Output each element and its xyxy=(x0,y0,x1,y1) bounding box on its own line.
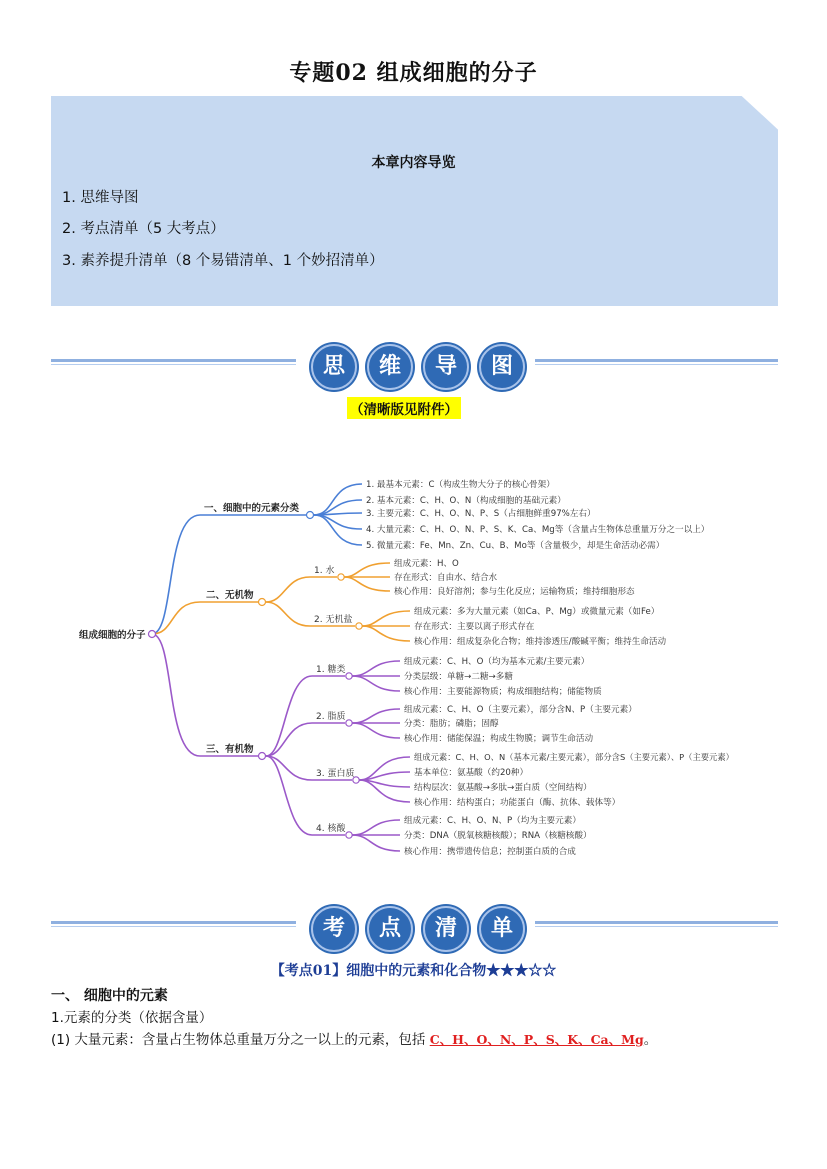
mindmap-leaf: 5. 微量元素：Fe、Mn、Zn、Cu、B、Mo等（含量极少，却是生命活动必需） xyxy=(366,541,665,551)
highlight-elements: C、H、O、N、P、S、K、Ca、Mg xyxy=(429,1032,644,1047)
mindmap-leaf: 组成元素：C、H、O（均为基本元素/主要元素） xyxy=(404,657,590,667)
mindmap-leaf: 存在形式：自由水、结合水 xyxy=(394,573,498,583)
mindmap-branch: 二、无机物 xyxy=(206,590,254,601)
guide-item: 1. 思维导图 xyxy=(62,190,139,206)
banner-char: 图 xyxy=(479,344,525,390)
guide-box xyxy=(51,96,778,306)
banner-line-right-inner xyxy=(535,364,778,365)
mindmap-leaf: 分类层级：单糖→二糖→多糖 xyxy=(404,672,513,682)
mindmap-leaf: 核心作用：主要能源物质；构成细胞结构；储能物质 xyxy=(404,687,602,697)
mindmap-leaf: 基本单位：氨基酸（约20种） xyxy=(414,768,529,778)
guide-title: 本章内容导览 xyxy=(371,155,456,171)
mindmap-leaf: 存在形式：主要以离子形式存在 xyxy=(414,622,535,632)
edge-root-b1 xyxy=(152,515,200,634)
mindmap-leaf: 2. 基本元素：C、H、O、N（构成细胞的基础元素） xyxy=(366,496,566,506)
mindmap-leaf: 分类：脂肪；磷脂；固醇 xyxy=(404,719,499,729)
section-heading: 一、 细胞中的元素 xyxy=(51,988,168,1004)
mindmap-leaf: 核心作用：携带遗传信息；控制蛋白质的合成 xyxy=(404,847,576,857)
mindmap-sub: 2. 脂质 xyxy=(316,712,346,722)
mindmap-leaf: 核心作用：良好溶剂；参与生化反应；运输物质；维持细胞形态 xyxy=(394,587,635,597)
banner-char: 思 xyxy=(311,344,357,390)
mind-map xyxy=(0,420,827,880)
mindmap-leaf: 核心作用：结构蛋白；功能蛋白（酶、抗体、载体等） xyxy=(414,798,621,808)
mindmap-sub: 2. 无机盐 xyxy=(314,615,353,625)
banner-line-right xyxy=(535,921,778,924)
mindmap-leaf: 1. 最基本元素：C（构成生物大分子的核心骨架） xyxy=(366,480,555,490)
banner-char: 考 xyxy=(311,906,357,952)
mindmap-sub: 1. 糖类 xyxy=(316,665,346,675)
mindmap-leaf: 核心作用：储能保温；构成生物膜；调节生命活动 xyxy=(404,734,594,744)
mindmap-branch: 一、细胞中的元素分类 xyxy=(204,503,300,514)
mindmap-leaf: 4. 大量元素：C、H、O、N、P、S、K、Ca、Mg等（含量占生物体总重量万分之一以上） xyxy=(366,525,710,535)
mindmap-sub: 1. 水 xyxy=(314,566,335,576)
attachment-note: （清晰版见附件） xyxy=(347,397,461,419)
banner-char: 点 xyxy=(367,906,413,952)
mindmap-leaf: 组成元素：多为大量元素（如Ca、P、Mg）或微量元素（如Fe） xyxy=(414,607,660,617)
mindmap-sub: 4. 核酸 xyxy=(316,824,346,834)
paragraph-text: (1) 大量元素：含量占生物体总重量万分之一以上的元素，包括 xyxy=(51,1032,430,1048)
mindmap-leaf: 组成元素：C、H、O、N、P（均为主要元素） xyxy=(404,816,581,826)
banner-char: 导 xyxy=(423,344,469,390)
banner-line-right xyxy=(535,359,778,362)
kaodian-banner xyxy=(51,904,778,954)
paragraph-suffix: 。 xyxy=(643,1032,658,1048)
mindmap-leaf: 3. 主要元素：C、H、O、N、P、S（占细胞鲜重97%左右） xyxy=(366,509,596,519)
mindmap-leaf: 结构层次：氨基酸→多肽→蛋白质（空间结构） xyxy=(414,783,592,793)
banner-line-right-inner xyxy=(535,926,778,927)
kaodian-title: 【考点01】细胞中的元素和化合物★★★☆☆ xyxy=(270,963,557,979)
banner-char: 清 xyxy=(423,906,469,952)
mindmap-leaf: 组成元素：H、O xyxy=(394,559,459,569)
banner-line-left xyxy=(51,359,296,362)
paragraph xyxy=(51,1028,657,1048)
banner-char: 维 xyxy=(367,344,413,390)
edge-root-b3 xyxy=(152,634,200,756)
mindmap-leaf: 组成元素：C、H、O（主要元素），部分含N、P（主要元素） xyxy=(404,705,637,715)
mindmap-leaf: 核心作用：组成复杂化合物；维持渗透压/酸碱平衡；维持生命活动 xyxy=(414,637,667,647)
banner-line-left-inner xyxy=(51,364,296,365)
guide-item: 3. 素养提升清单（8 个易错清单、1 个妙招清单） xyxy=(62,253,384,269)
mindmap-root: 组成细胞的分子 xyxy=(79,630,146,641)
banner-line-left-inner xyxy=(51,926,296,927)
page-title: 专题02 组成细胞的分子 xyxy=(289,60,538,86)
banner-line-left xyxy=(51,921,296,924)
mindmap-leaf: 分类：DNA（脱氧核糖核酸）；RNA（核糖核酸） xyxy=(404,831,592,841)
guide-item: 2. 考点清单（5 大考点） xyxy=(62,221,225,237)
mindmap-leaf: 组成元素：C、H、O、N（基本元素/主要元素），部分含S（主要元素）、P（主要元素） xyxy=(414,752,734,762)
mindmap-branch: 三、有机物 xyxy=(206,744,254,755)
mindmap-banner xyxy=(51,342,778,392)
mindmap-sub: 3. 蛋白质 xyxy=(316,769,355,779)
subsection-heading: 1.元素的分类（依据含量） xyxy=(51,1010,213,1026)
banner-char: 单 xyxy=(479,906,525,952)
